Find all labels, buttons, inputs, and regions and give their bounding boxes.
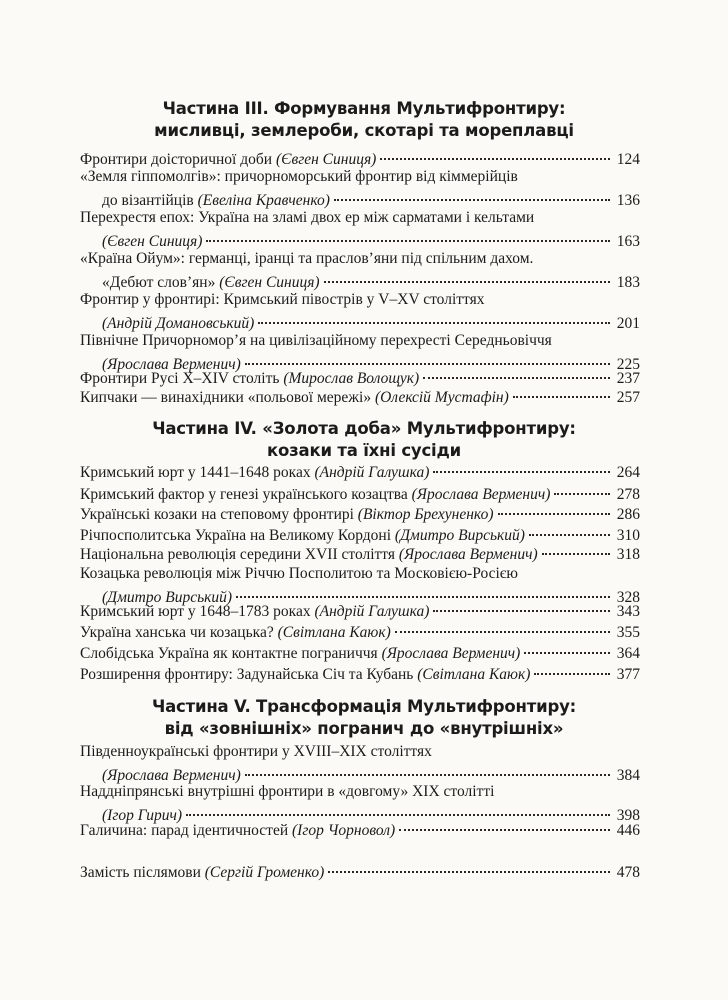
entry-author: (Андрій Галушка)	[314, 603, 430, 620]
toc-entry[interactable]	[80, 386, 640, 410]
page-number: 136	[616, 192, 640, 209]
entry-title: Кипчаки — винахідники «польової мережі»	[80, 389, 375, 406]
toc-entry[interactable]	[80, 461, 640, 485]
entry-title: Фронтири Русі X–XIV століть	[80, 370, 284, 387]
entry-title: Україна ханська чи козацька?	[80, 624, 278, 641]
dot-leader	[258, 321, 610, 324]
entry-title: Фронтир у фронтирі: Кримський півострів у V–XV століттях	[80, 291, 485, 308]
entry-title: Кримський фактор у генезі українського козацтва	[80, 486, 412, 503]
toc-entry-afterword[interactable]	[80, 861, 640, 885]
dot-leader	[324, 280, 610, 283]
part-heading-line: Частина IV. «Золота доба» Мультифронтиру:	[152, 419, 576, 438]
page-number: 237	[616, 370, 640, 387]
entry-author: (Евеліна Кравченко)	[197, 192, 330, 209]
dot-leader	[334, 198, 610, 201]
entry-author: (Світлана Каюк)	[417, 666, 531, 683]
dot-leader	[433, 609, 610, 612]
page-number: 257	[616, 389, 640, 406]
entry-title: Кримський юрт у 1648–1783 роках	[80, 603, 315, 620]
entry-title: Річпосполитська Україна на Великому Кордоні	[80, 527, 395, 544]
part-v-heading	[60, 696, 668, 740]
entry-author: (Андрій Домановський)	[102, 315, 255, 332]
entry-author: (Дмитро Вирський)	[102, 589, 233, 606]
page-number: 124	[616, 151, 640, 168]
page-number: 328	[616, 589, 640, 606]
entry-title: Кримський юрт у 1441–1648 роках	[80, 464, 315, 481]
entry-title: «Земля гіппомолгів»: причорноморський фронтир від кіммерійців	[80, 168, 518, 185]
dot-leader	[399, 828, 610, 831]
entry-author: (Євген Синиця)	[102, 233, 203, 250]
dot-leader	[513, 395, 610, 398]
entry-author: (Ярослава Верменич)	[411, 486, 551, 503]
page-number: 478	[616, 864, 640, 881]
page-number: 201	[616, 315, 640, 332]
entry-title: Фронтири доісторичної доби	[80, 151, 276, 168]
dot-leader	[245, 362, 610, 365]
entry-title: «Дебют слов’ян»	[102, 274, 220, 291]
dot-leader	[423, 376, 610, 379]
entry-title: до візантійців	[102, 192, 198, 209]
dot-leader	[534, 672, 610, 675]
entry-author: (Ігор Гирич)	[102, 807, 183, 824]
part-heading-line: мисливці, землероби, скотарі та мореплавці	[154, 121, 574, 140]
entry-author: (Сергій Громенко)	[204, 864, 325, 881]
entry-author: (Олексій Мустафін)	[374, 389, 509, 406]
dot-leader	[542, 552, 610, 555]
dot-leader	[498, 512, 610, 515]
entry-title: Розширення фронтиру: Задунайська Січ та Кубань	[80, 666, 418, 683]
entry-title: Наддніпрянські внутрішні фронтири в «довгому» XIX столітті	[80, 783, 495, 800]
dot-leader	[206, 239, 610, 242]
page-number: 398	[616, 807, 640, 824]
dot-leader	[186, 813, 610, 816]
page-number: 384	[616, 767, 640, 784]
entry-title: «Країна Ойум»: германці, іранці та праслов’яни під спільним дахом.	[80, 250, 534, 267]
page-number: 163	[616, 233, 640, 250]
entry-title: Північне Причорномор’я на цивілізаційному перехресті Середньовіччя	[80, 332, 552, 349]
entry-title: Національна революція середини XVII століття	[80, 546, 399, 563]
page-number: 446	[616, 822, 640, 839]
dot-leader	[433, 470, 610, 473]
dot-leader	[236, 595, 610, 598]
part-heading-line: від «зовнішніх» погранич до «внутрішніх»	[164, 719, 564, 738]
entry-author: (Віктор Брехуненко)	[357, 506, 494, 523]
page-number: 225	[616, 356, 640, 373]
entry-title: Українські козаки на степовому фронтирі	[80, 506, 358, 523]
dot-leader	[245, 773, 610, 776]
page-number: 355	[616, 624, 640, 641]
entry-title: Козацька революція між Річчю Посполитою та Московією-Росією	[80, 565, 518, 582]
entry-author: (Ярослава Верменич)	[102, 767, 241, 784]
page-number: 318	[616, 546, 640, 563]
entry-author: (Мирослав Волощук)	[283, 370, 420, 387]
entry-author: (Андрій Галушка)	[314, 464, 430, 481]
entry-title: Слобідська Україна як контактне пограниччя	[80, 645, 382, 662]
toc-entry[interactable]	[80, 819, 640, 843]
entry-author: (Ігор Чорновол)	[292, 822, 396, 839]
dot-leader	[395, 630, 610, 633]
page-number: 264	[616, 464, 640, 481]
entry-author: (Дмитро Вирський)	[394, 527, 525, 544]
page-number: 377	[616, 666, 640, 683]
entry-title: Південноукраїнські фронтири у XVIII–XIX століттях	[80, 743, 432, 760]
entry-author: (Ярослава Верменич)	[398, 546, 538, 563]
entry-title: Перехрестя епох: Україна на зламі двох ер між сарматами і кельтами	[80, 209, 535, 226]
entry-author: (Євген Синиця)	[219, 274, 320, 291]
toc-entry[interactable]	[80, 663, 640, 687]
dot-leader	[554, 492, 610, 495]
page-number: 343	[616, 603, 640, 620]
entry-author: (Ярослава Верменич)	[381, 645, 521, 662]
part-iv-heading	[60, 418, 668, 462]
dot-leader	[380, 157, 610, 160]
entry-title: Галичина: парад ідентичностей	[80, 822, 292, 839]
part-heading-line: Частина V. Трансформація Мультифронтиру:	[151, 697, 577, 716]
entry-author: (Ярослава Верменич)	[102, 356, 241, 373]
part-heading-line: козаки та їхні сусіди	[267, 441, 461, 460]
part-iii-heading	[60, 98, 668, 142]
page-number: 310	[616, 527, 640, 544]
entry-author: (Світлана Каюк)	[277, 624, 391, 641]
entry-title: Замість післямови	[80, 864, 205, 881]
page-number: 286	[616, 506, 640, 523]
page-number: 278	[616, 486, 640, 503]
dot-leader	[524, 651, 610, 654]
dot-leader	[529, 533, 610, 536]
entry-author: (Євген Синиця)	[275, 151, 377, 168]
dot-leader	[328, 870, 610, 873]
page-number: 364	[616, 645, 640, 662]
page-number: 183	[616, 274, 640, 291]
part-heading-line: Частина III. Формування Мультифронтиру:	[162, 99, 566, 118]
